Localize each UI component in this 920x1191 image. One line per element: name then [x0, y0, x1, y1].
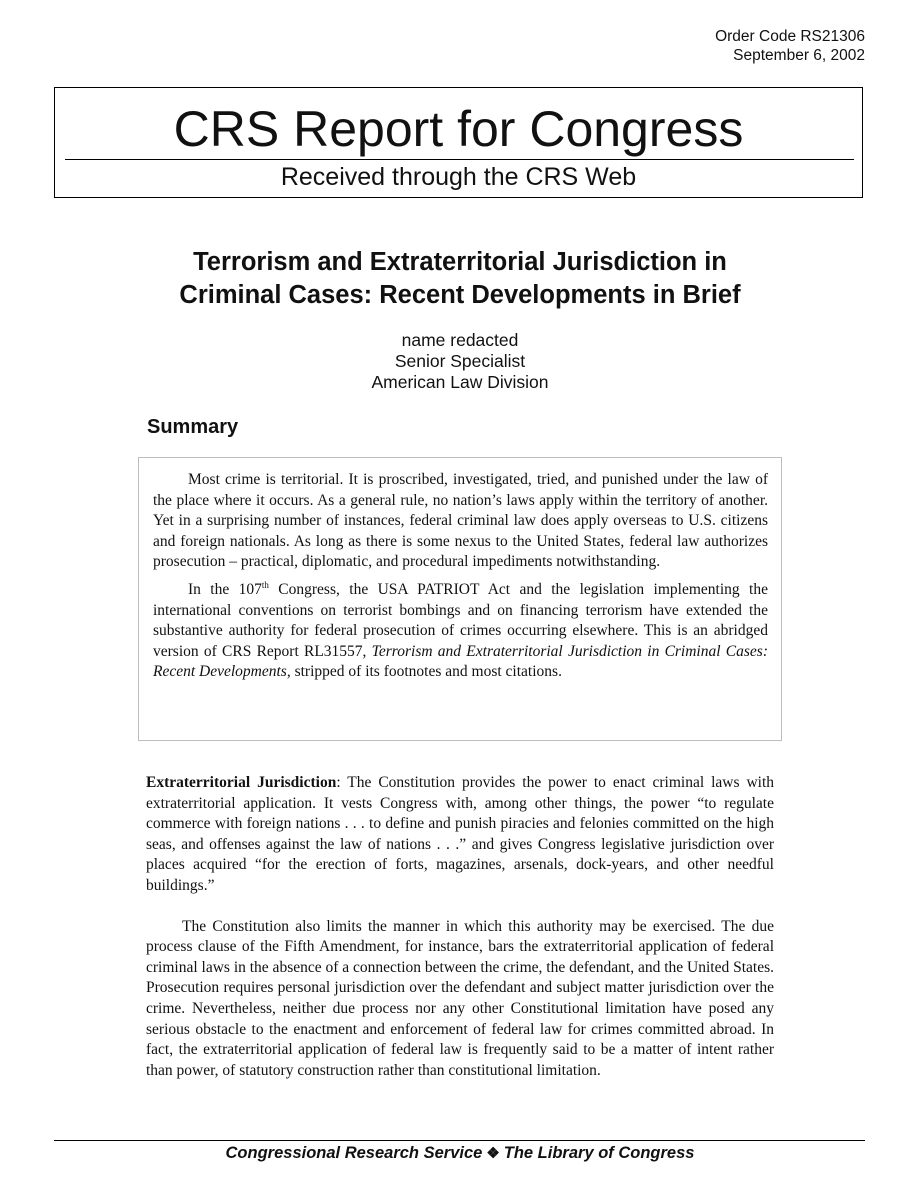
order-code: Order Code RS21306 — [715, 28, 865, 45]
summary-paragraph-1: Most crime is territorial. It is proscribed, investigated, tried, and punished under the law of the place where it occurs. As a general rule, no nation’s laws apply within the territory of another. Yet in a surprising number of instances, federal criminal law does apply overseas to U.S. citizens and foreign nationals. As long as there is some nexus to the United States, federal law authorizes prosecution – practical, diplomatic, and procedural impediments notwithstanding. — [153, 471, 768, 571]
report-banner — [54, 87, 863, 198]
report-citation-title: Terrorism and Extraterritorial Jurisdiction in Criminal Cases: Recent Developments — [153, 642, 768, 681]
ordinal-superscript: th — [261, 579, 269, 590]
report-title — [60, 246, 860, 312]
order-code-block — [715, 27, 865, 65]
section-lead-in: Extraterritorial Jurisdiction — [146, 774, 337, 791]
banner-divider — [65, 159, 854, 160]
author-division: American Law Division — [371, 372, 549, 392]
diamond-separator-icon: ❖ — [486, 1145, 500, 1162]
summary-p2-end: , stripped of its footnotes and most citations. — [286, 663, 562, 681]
banner-title: CRS Report for Congress — [173, 101, 744, 157]
summary-box — [138, 457, 782, 741]
footer-divider — [54, 1140, 865, 1141]
banner-subtitle: Received through the CRS Web — [280, 163, 637, 191]
author-block — [0, 330, 920, 393]
body-p1-text: : The Constitution provides the power to enact criminal laws with extraterritorial application. It vests Congress with, among other things, the power “to regulate commerce with foreign nations . . . to define and punish piracies and felonies committed on the high seas, and offenses against the law of nations . . .” and gives Congress legislative jurisdiction over places acquired “for the erection of forts, magazines, arsenals, dock-years, and other needful buildings.” — [146, 774, 774, 894]
author-name: name redacted — [401, 330, 519, 350]
summary-paragraph-2 — [153, 580, 768, 683]
summary-p2-rest: Congress, the USA PATRIOT Act and the legislation implementing the international conventions on terrorist bombings and on financing terrorism have extended the substantive authority for federal prosecution of crimes occurring elsewhere. This is an abridged version of CRS Report RL31557, — [153, 580, 768, 660]
report-title-line-1: Terrorism and Extraterritorial Jurisdiction in — [193, 248, 727, 276]
report-date: September 6, 2002 — [733, 47, 865, 64]
footer-org: Congressional Research Service — [225, 1144, 483, 1162]
body-text — [146, 773, 774, 1101]
summary-heading: Summary — [147, 416, 239, 438]
page-footer — [0, 1143, 920, 1164]
footer-library: The Library of Congress — [503, 1144, 695, 1162]
body-paragraph-1 — [146, 773, 774, 897]
body-paragraph-2: The Constitution also limits the manner in which this authority may be exercised. The due process clause of the Fifth Amendment, for instance, bars the extraterritorial application of federal criminal laws in the absence of a connection between the crime, the defendant, and the United States. Prosecution requires personal jurisdiction over the defendant and subject matter jurisdiction over the crime. Nevertheless, neither due process nor any other Constitutional limitation have posed any serious obstacle to the enactment and enforcement of federal law for crimes committed abroad. In fact, the extraterritorial application of federal law is frequently said to be a matter of intent rather than power, of statutory construction rather than constitutional limitation. — [146, 917, 774, 1079]
report-title-line-2: Criminal Cases: Recent Developments in Brief — [179, 281, 741, 309]
summary-p2-intro: In the 107 — [188, 580, 262, 598]
author-title: Senior Specialist — [394, 351, 526, 371]
